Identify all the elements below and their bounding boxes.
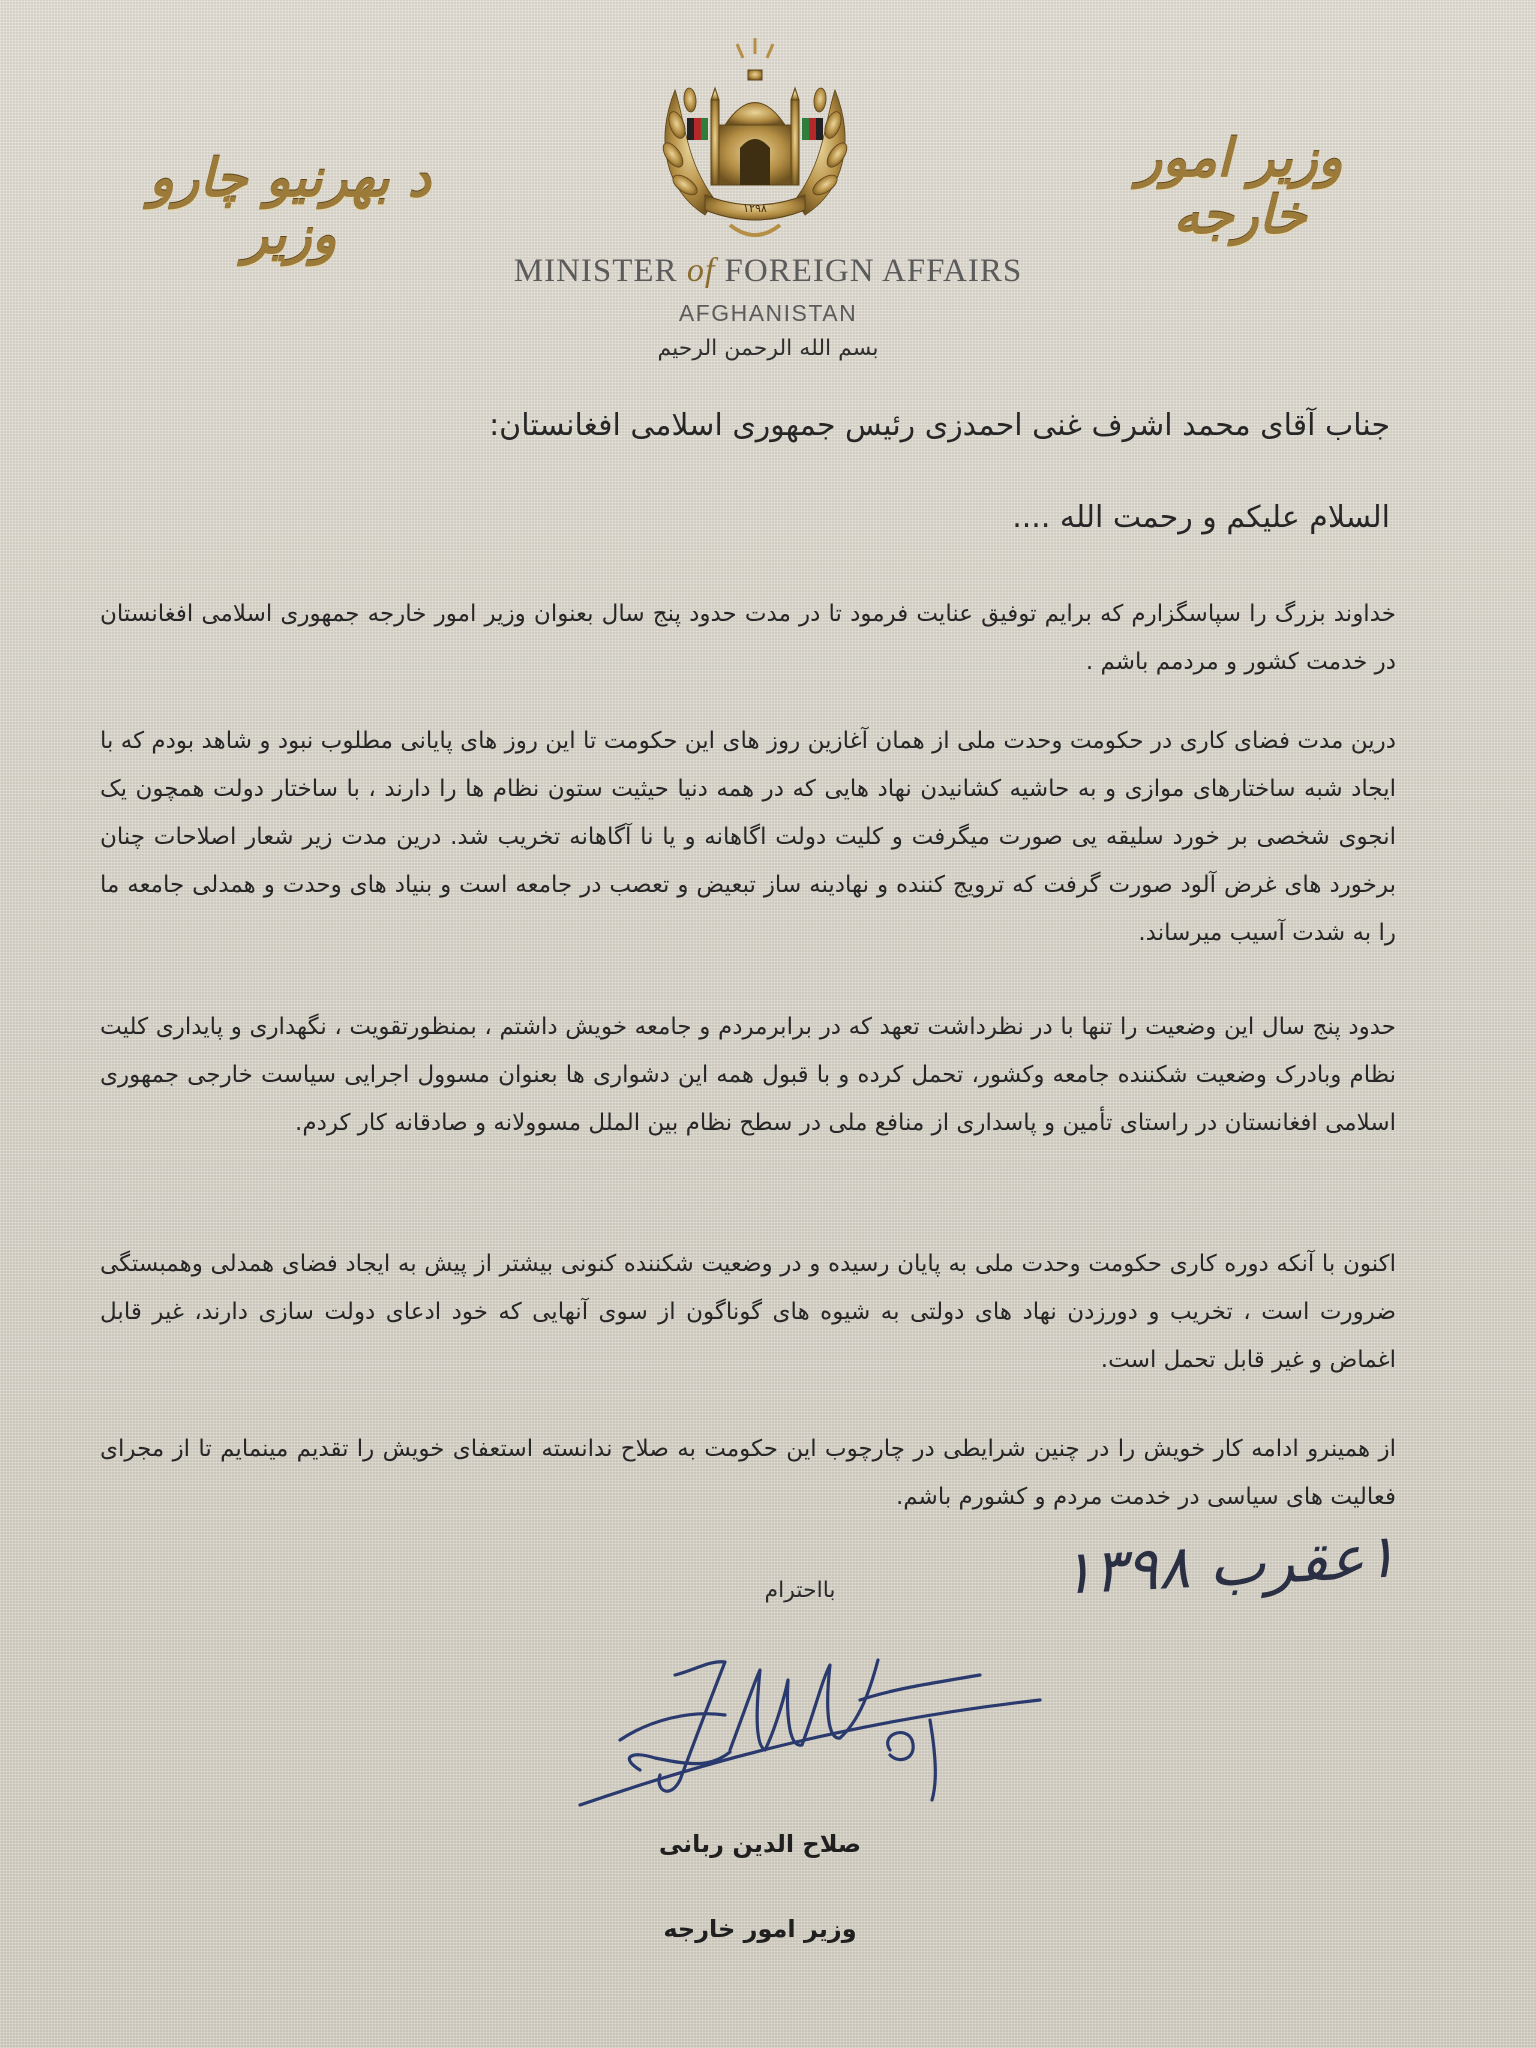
letterhead-pashto-title: د بهرنیو چارو وزیر bbox=[149, 148, 431, 267]
body-paragraph-1: خداوند بزرگ را سپاسگزارم که برایم توفیق عنایت فرمود تا در مدت حدود پنج سال بعنوان وزیر امور خارجه جمهوری اسلامی افغانستان در خدمت کشور و مردمم باشم . bbox=[100, 601, 1396, 675]
body-paragraph-5: از همینرو ادامه کار خویش را در چنین شرایطی در چارچوب این حکومت به صلاح ندانسته استعفای خویش را تقدیم مینمایم تا از مجرای فعالیت های سیاسی در خدمت مردم و کشورم باشم. bbox=[100, 1436, 1396, 1510]
country-name: AFGHANISTAN bbox=[678, 300, 858, 326]
signer-name: صلاح الدین ربانی bbox=[658, 1830, 862, 1858]
body-paragraph-4: اکنون با آنکه دوره کاری حکومت وحدت ملی به پایان رسیده و در وضعیت شکننده کنونی بیشتر از پیش به ایجاد فضای همدلی وهمبستگی ضرورت است ، تخریب و دورزدن نهاد های دولتی به شیوه های گوناگون از سوی آنهایی که خود ادعای دولت سازی دارند، غیر قابل اغماض و غیر قابل تحمل است. bbox=[100, 1251, 1396, 1373]
ministry-title bbox=[400, 252, 1136, 290]
letterhead-dari-title: وزیر امور خارجه bbox=[1137, 128, 1343, 247]
bismillah-line: بسم الله الرحمن الرحیم bbox=[657, 336, 879, 361]
signer-title: وزیر امور خارجه bbox=[663, 1915, 857, 1943]
emblem-year: ۱۲۹۸ bbox=[743, 202, 767, 215]
ministry-title-part2: FOREIGN AFFAIRS bbox=[724, 253, 1023, 289]
afghanistan-emblem-icon bbox=[645, 30, 865, 250]
ministry-title-part1: MINISTER bbox=[513, 253, 678, 289]
body-paragraph-3: حدود پنج سال این وضعیت را تنها با در نظرداشت تعهد که در برابرمردم و جامعه خویش داشتم ، بمنظورتقویت ، نگهداری و پایداری کلیت نظام وبادرک وضعیت شکننده جامعه وکشور، تحمل کرده و با قبول همه این دشواری ها بعنوان مسوول اجرایی سیاست خارجی جمهوری اسلامی افغانستان در راستای تأمین و پاسداری از منافع ملی در سطح نظام بین الملل مسوولانه و صادقانه کار کردم. bbox=[100, 1014, 1396, 1136]
body-paragraph-2: درین مدت فضای کاری در حکومت وحدت ملی از همان آغازین روز های این حکومت تا این روز های پایانی مطلوب نبود و شاهد بودم که با ایجاد شبه ساختارهای موازی و به حاشیه کشانیدن نهاد هایی که در همه دنیا حیثیت ستون نظام ها را دارند ، با ساختار دولت همچون یک انجوی شخصی بر خورد سلیقه یی صورت میگرفت و کلیت دولت اگاهانه و یا نا آگاهانه تخریب شد. درین مدت زیر شعار اصلاحات چنان برخورد های غرض آلود صورت گرفت که ترویج کننده و نهادینه ساز تبعیض و تعصب در جامعه است و بنیاد های وحدت و همدلی جامعه ما را به شدت آسیب میرساند. bbox=[100, 728, 1396, 946]
recipient-line: جناب آقای محمد اشرف غنی احمدزی رئیس جمهوری اسلامی افغانستان: bbox=[489, 408, 1390, 443]
handwritten-date: ۱عقرب ۱۳۹۸ bbox=[1059, 1521, 1399, 1609]
greeting-line: السلام علیکم و رحمت الله .... bbox=[1012, 500, 1390, 535]
ministry-title-of: of bbox=[686, 252, 716, 289]
signature-icon bbox=[560, 1640, 1060, 1820]
closing-salutation: بااحترام bbox=[764, 1578, 836, 1603]
